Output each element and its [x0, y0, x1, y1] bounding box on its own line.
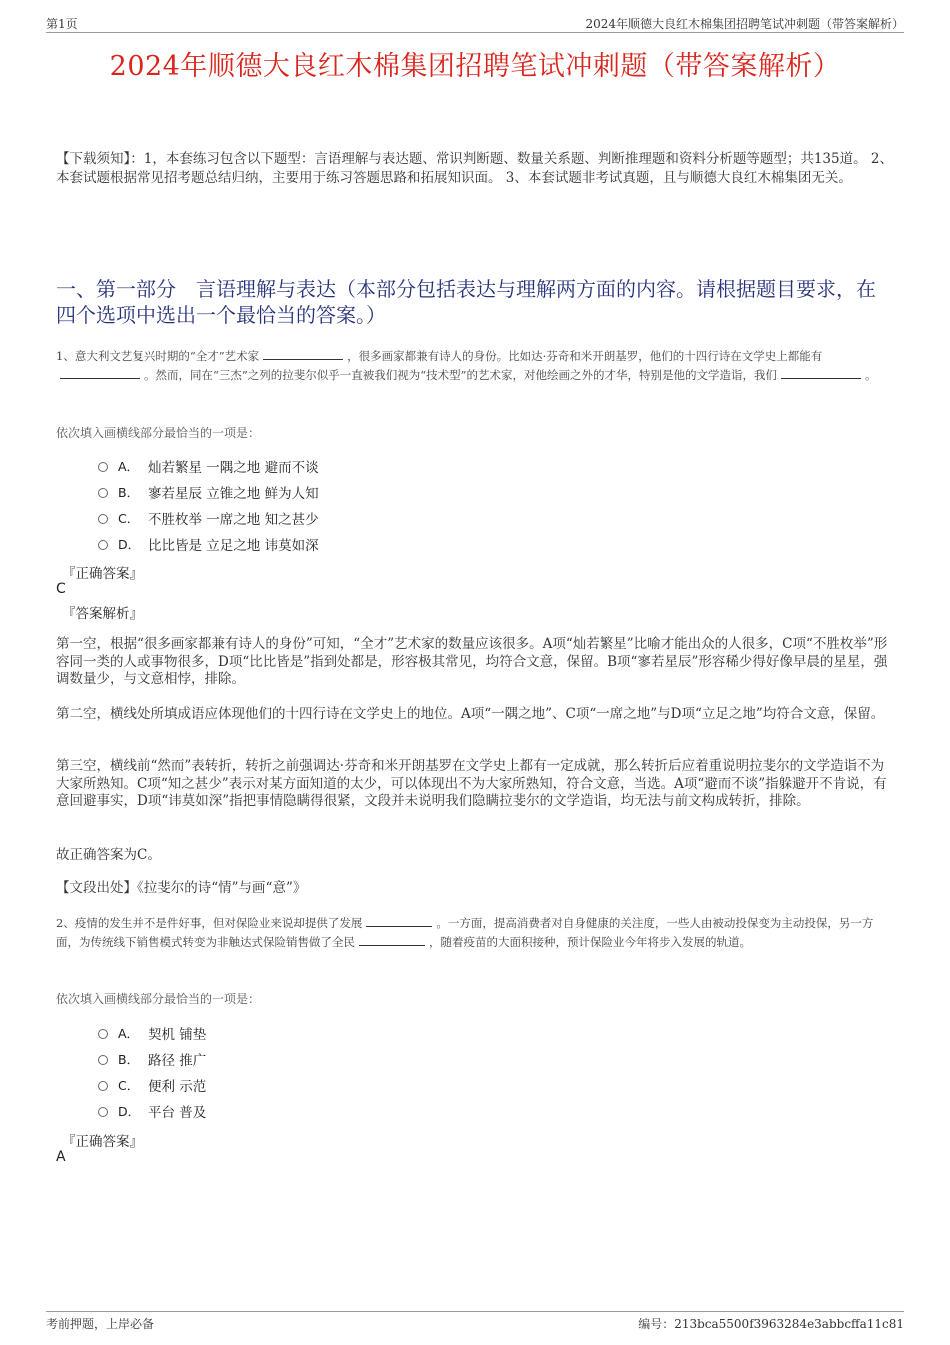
q2-text-1: 2、疫情的发生并不是件好事，但对保险业来说却提供了发展: [56, 916, 363, 930]
q1-text-3: 。然而，同在“三杰”之列的拉斐尔似乎一直被我们视为“技术型”的艺术家，对他绘画之外的才华，特别是他的文学造诣，我们: [144, 368, 778, 382]
radio-icon[interactable]: [98, 1055, 108, 1065]
q2-answer: A: [56, 1149, 66, 1165]
q1-option-d[interactable]: [98, 534, 319, 554]
q1-text-2: ，很多画家都兼有诗人的身份。比如达·芬奇和米开朗基罗，他们的十四行诗在文学史上都能有: [347, 349, 823, 363]
q2-option-d[interactable]: [98, 1101, 206, 1121]
analysis-paragraph-3: 第三空，横线前“然而”表转折，转折之前强调达·芬奇和米开朗基罗在文学史上都有一定成就，那么转折后应着重说明拉斐尔的文学造诣不为大家所熟知。C项“知之甚少”表示对某方面知道的太少，可以体现出不为大家所熟知，符合文意，当选。A项“避而不谈”指躲避开不肯说，有意回避事实，D项“讳莫如深”指把事情隐瞒得很紧，文段并未说明我们隐瞒拉斐尔的文学造诣，均无法与前文构成转折，排除。: [56, 758, 887, 809]
q2-text-2: 。一方面，提高消费者对自身健康的关注度，一些人由被动投保变为主动投保，另一方面，为传统线下销售模式转变为非触达式保险销售做了全民: [56, 916, 874, 949]
option-letter: B．: [118, 1052, 140, 1067]
option-text: 平台 普及: [148, 1105, 207, 1121]
option-text: 不胜枚举 一席之地 知之甚少: [148, 512, 319, 528]
analysis-paragraph-2: 第二空，横线处所填成语应体现他们的十四行诗在文学史上的地位。A项“一隅之地”、C项“一席之地”与D项“立足之地”均符合文意，保留。: [56, 706, 885, 722]
option-text: 寥若星辰 立锥之地 鲜为人知: [148, 486, 319, 502]
q1-answer-label: 『正确答案』: [62, 566, 143, 582]
option-letter: B．: [118, 485, 140, 500]
option-text: 比比皆是 立足之地 讳莫如深: [148, 538, 319, 554]
option-text: 契机 铺垫: [148, 1027, 207, 1043]
option-letter: A．: [118, 459, 140, 474]
fill-blank: [366, 914, 432, 927]
radio-icon[interactable]: [98, 488, 108, 498]
radio-icon[interactable]: [98, 1029, 108, 1039]
page-footer: [46, 1311, 904, 1332]
radio-icon[interactable]: [98, 1107, 108, 1117]
q2-option-a[interactable]: [98, 1023, 206, 1043]
footer-slogan: 考前押题，上岸必备: [46, 1317, 155, 1331]
q1-analysis-label: 『答案解析』: [62, 606, 143, 622]
q2-answer-label: 『正确答案』: [62, 1134, 143, 1150]
question-2-prompt: 依次填入画横线部分最恰当的一项是：: [56, 992, 261, 1006]
q2-option-c[interactable]: [98, 1075, 206, 1095]
document-id: 编号：213bca5500f3963284e3abbcffa11c81: [638, 1317, 904, 1331]
radio-icon[interactable]: [98, 540, 108, 550]
fill-blank: [60, 366, 140, 379]
q1-option-a[interactable]: [98, 456, 319, 476]
question-2-stem: [56, 914, 894, 952]
analysis-paragraph-1: 第一空，根据“很多画家都兼有诗人的身份”可知，“全才”艺术家的数量应该很多。A项“灿若繁星”比喻才能出众的人很多，C项“不胜枚举”形容同一类的人或事物很多，D项“比比皆是”指到处都是，形容极其常见，均符合文意，保留。B项“寥若星辰”形容稀少得好像早晨的星星，强调数量少，与文意相悖，排除。: [56, 636, 888, 687]
option-letter: C．: [118, 511, 140, 526]
fill-blank: [263, 347, 343, 360]
q1-answer: C: [56, 581, 66, 597]
page-number: 第1页: [46, 17, 78, 31]
q1-option-b[interactable]: [98, 482, 319, 502]
analysis-source: 【文段出处】《拉斐尔的诗“情”与画“意”》: [56, 880, 307, 896]
header-doc-title: 2024年顺德大良红木棉集团招聘笔试冲刺题（带答案解析）: [585, 17, 904, 31]
analysis-conclusion: 故正确答案为C。: [56, 847, 161, 863]
q1-text-1: 1、意大利文艺复兴时期的“全才”艺术家: [56, 349, 260, 363]
option-text: 便利 示范: [148, 1079, 207, 1095]
q1-text-4: 。: [865, 368, 877, 382]
option-letter: D．: [118, 1104, 141, 1119]
download-notice: 【下载须知】：1，本套练习包含以下题型：言语理解与表达题、常识判断题、数量关系题、判断推理题和资料分析题等题型；共135道。 2、本套试题根据常见招考题总结归纳，主要用于练习答题思路和拓展知识面。 3、本套试题非考试真题，且与顺德大良红木棉集团无关。: [56, 151, 893, 186]
radio-icon[interactable]: [98, 514, 108, 524]
option-letter: A．: [118, 1026, 140, 1041]
option-letter: C．: [118, 1078, 140, 1093]
question-1-stem: [56, 347, 894, 385]
option-letter: D．: [118, 537, 141, 552]
fill-blank: [359, 933, 425, 946]
fill-blank: [781, 366, 861, 379]
radio-icon[interactable]: [98, 462, 108, 472]
q2-text-3: ，随着疫苗的大面积接种，预计保险业今年将步入发展的轨道。: [429, 935, 751, 949]
radio-icon[interactable]: [98, 1081, 108, 1091]
option-text: 灿若繁星 一隅之地 避而不谈: [148, 460, 319, 476]
section-title: 一、第一部分 言语理解与表达（本部分包括表达与理解两方面的内容。请根据题目要求，在四个选项中选出一个最恰当的答案。）: [56, 277, 876, 327]
q2-option-b[interactable]: [98, 1049, 206, 1069]
q1-option-c[interactable]: [98, 508, 319, 528]
question-1-prompt: 依次填入画横线部分最恰当的一项是：: [56, 426, 261, 440]
document-title: 2024年顺德大良红木棉集团招聘笔试冲刺题（带答案解析）: [109, 51, 841, 82]
page-header: [46, 14, 904, 33]
option-text: 路径 推广: [148, 1053, 207, 1069]
